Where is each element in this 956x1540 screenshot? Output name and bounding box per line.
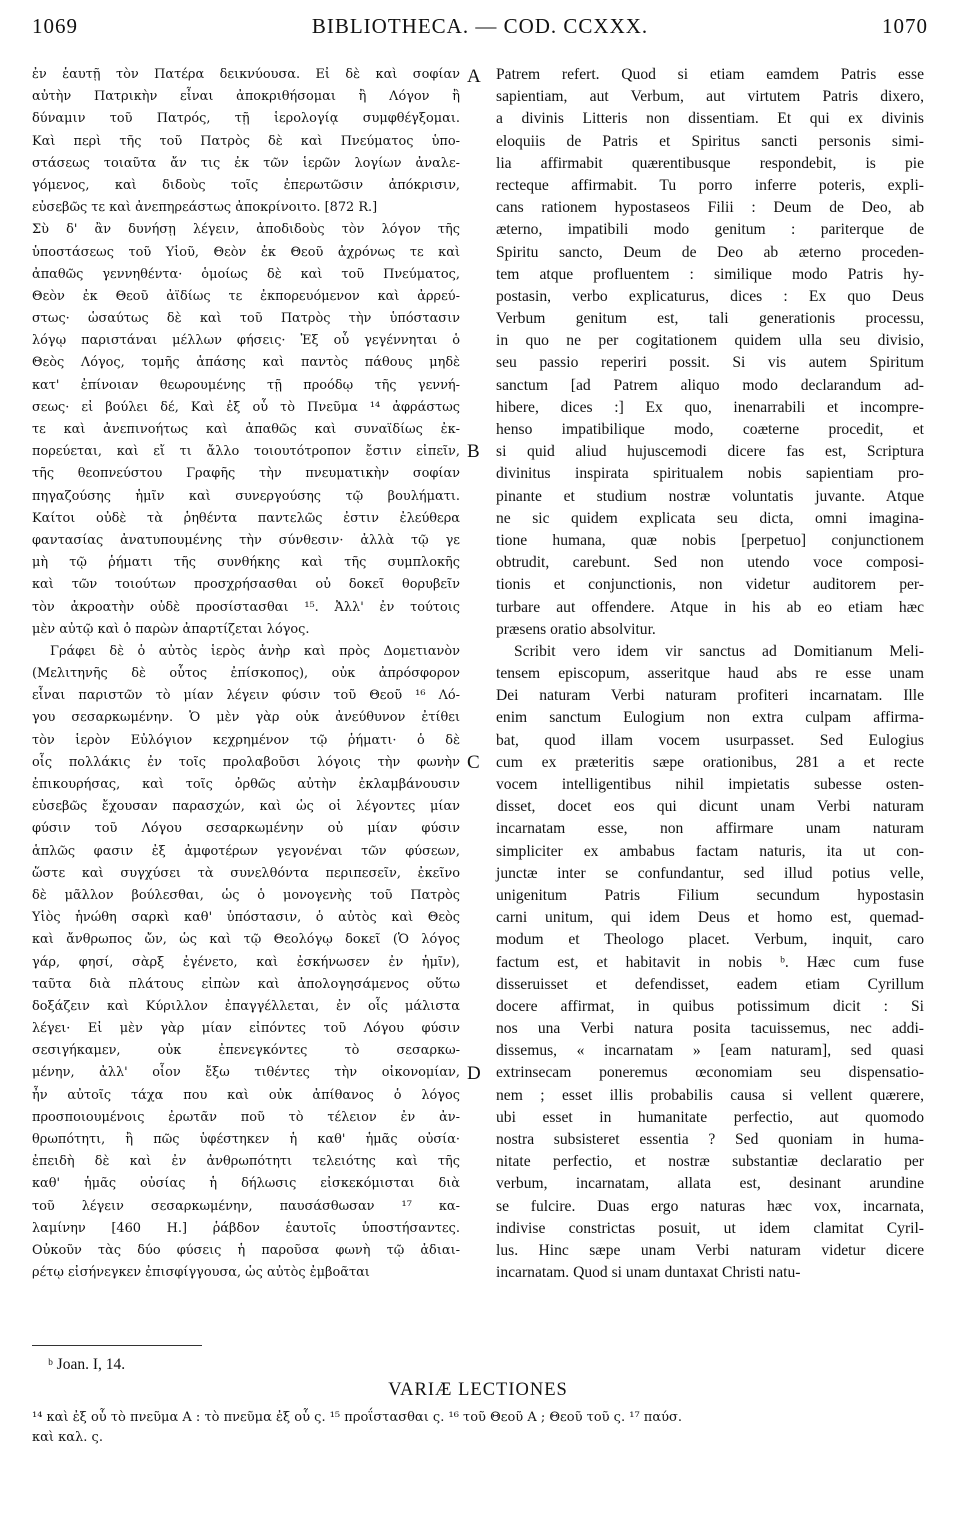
text-line: αὐτὴν Πατρικὴν εἶναι ἀποκριθήσομαι ἢ Λόγον ἢ <box>32 89 460 105</box>
text-line: σεσιγήκαμεν, οὐκ ἐπενεγκόντες τὸ σεσαρκω- <box>32 1043 460 1059</box>
text-line: καθ' ἡμᾶς οὐσίας ἡ δήλωσις εἰσκεκόμισται διὰ <box>32 1176 460 1192</box>
text-line: Θεὸς Λόγος, τομῆς ἁπάσης καὶ παντὸς πάθους μηδὲ <box>32 355 460 371</box>
text-line: si quid aliud hujuscemodi dicere fas est, Scriptura <box>496 443 924 461</box>
text-line: incarnatam esse, non affirmare unam naturam <box>496 820 924 838</box>
text-line: tione humana, quæ nobis [perpetuo] conjunctionem <box>496 531 924 549</box>
text-line: Οὐκοῦν τὰς δύο φύσεις ἡ παροῦσα φωνὴ τῷ ἀδιαι- <box>32 1242 460 1258</box>
text-line: λόγῳ παριστάναι μέλλων φήσεις· Ἐξ οὗ γεγέννηται ὁ <box>32 333 460 349</box>
latin-column <box>496 64 924 1284</box>
text-line: Καὶ περὶ τῆς τοῦ Πατρὸς δὲ καὶ Πνεύματος ὑπο- <box>32 133 460 149</box>
text-line: Dei naturam Verbi naturam profiteri incarnatam. Ille <box>496 687 924 705</box>
text-line: γόμενος, καὶ διδοὺς τοῖς ἐπερωτῶσιν ἀπόκρισιν, <box>32 177 460 193</box>
running-title: BIBLIOTHECA. — COD. CCXXX. <box>311 14 649 38</box>
text-line: ἦν αὐτοῖς τάχα που καὶ οὐκ ἀπίθανος ὁ λόγος <box>32 1087 460 1103</box>
text-line: Υἱὸς ἡνώθη σαρκὶ καθ' ὑπόστασιν, ὁ αὐτὸς καὶ Θεὸς <box>32 910 460 926</box>
text-line: στως· ὡσαύτως δὲ καὶ τοῦ Πατρὸς τὴν ὑπόστασιν <box>32 311 460 327</box>
text-line: lia affirmabit quærentibusque respondebit, is pie <box>496 154 924 172</box>
text-line: ἁπλῶς φασιν ἐξ ἀμφοτέρων γεγονέναι τῶν φύσεων, <box>32 843 460 859</box>
text-line: hibere, dices :] Ex quo, inenarrabili et incompre- <box>496 398 924 416</box>
text-line: præsens oratio absolvitur. <box>496 620 656 638</box>
text-line: προσποιουμένοις ἐρωτᾶν ποῦ τὸ τέλειον ἐν ἀν- <box>32 1109 460 1125</box>
text-line: στάσεως τοιαῦτα ἄν τις ἐκ τῶν ἱερῶν λογίων ἀναλε- <box>32 155 460 171</box>
text-line: γου σεσαρκωμένην. Ὁ μὲν γὰρ οὐκ ἀνεύθυνον ἐτίθει <box>32 710 460 726</box>
text-line: docere affirmat, in quibus potissimum dicit : Si <box>496 997 924 1015</box>
text-line: Scribit vero idem vir sanctus ad Domitianum Meli- <box>514 642 924 660</box>
text-line: μένην, ἀλλ' οἷον ἔξω τιθέντες τὴν οἰκονομίαν, <box>32 1065 460 1081</box>
text-line: disset, docet eos qui dicunt unam Verbi naturam <box>496 798 924 816</box>
text-line: enim sanctum Eulogium non extra culpam affirma- <box>496 709 924 727</box>
text-line: Spiritu sancto, Deum de Deo ab æterno proceden- <box>496 243 924 261</box>
text-line: καὶ ἄνθρωπος ὤν, ὡς καὶ τῷ Θεολόγῳ δοκεῖ (Ὁ λόγος <box>32 932 460 948</box>
text-line: modum et Theologo placet. Verbum, inquit, caro <box>496 931 924 949</box>
text-line: ἐπικουρήσας, καὶ τοῖς ὀρθῶς αὐτὴν ἐκλαμβάνουσιν <box>32 777 460 792</box>
text-line: εὐσεβῶς ἔχουσαν παρασχών, καὶ ὡς οἱ λέγοντες μίαν <box>32 799 460 815</box>
text-line: σεως· εἰ βούλει δέ, Καὶ ἐξ οὗ τὸ Πνεῦμα ¹⁴ ἀφράστως <box>32 399 460 415</box>
page-number-left: 1069 <box>32 14 78 38</box>
text-line: nitate perfectio, et nostræ substantiæ declaratio per <box>496 1153 924 1171</box>
text-line: indivise constrictas posuit, ut idem clamitat Cyril- <box>496 1219 924 1237</box>
section-marker-c: C <box>467 752 480 773</box>
text-line: λέγει· Εἰ μὲν γὰρ μίαν εἰπόντες τοῦ Λόγου φύσιν <box>32 1021 460 1037</box>
text-line: cum ex præteritis sæpe orationibus, 281 a et recte <box>496 753 924 771</box>
section-marker-d: D <box>467 1063 481 1084</box>
text-line: Verbum genitum est, tali generationis processu, <box>496 310 924 328</box>
section-marker-b: B <box>467 441 480 462</box>
text-line: Patrem refert. Quod si etiam eamdem Patris esse <box>496 66 924 83</box>
text-line: pinante et studium nostræ voluntatis juvante. Atque <box>496 487 924 505</box>
text-line: recteque affirmabit. Tu porro inferre poteris, expli- <box>496 176 924 194</box>
text-line: nos una Verbi natura posita tacuissemus, nec addi- <box>496 1020 924 1038</box>
text-line: πηγαζούσης ἡμῖν καὶ συνεργούσης τῷ βουλήματι. <box>32 488 460 504</box>
text-line: postasin, verbo explicaturus, dices : Ex quo Deus <box>496 287 924 305</box>
text-line: θρωπότητι, ἢ πῶς ὑφέστηκεν ἡ καθ' ἡμᾶς οὐσία· <box>32 1132 460 1147</box>
text-line: se fulcire. Duas ergo naturas hæc vox, incarnata, <box>496 1197 924 1215</box>
footnote: ᵇ Joan. I, 14. <box>48 1356 126 1373</box>
text-line: carni unitum, qui idem Deus et homo est, quemad- <box>496 909 924 927</box>
text-line: ἀπαθῶς γεννηθέντα· ὁμοίως δὲ καὶ τοῦ Πνεύματος, <box>32 266 460 282</box>
text-line: dissemus, « incarnatam » [eam naturam], sed quasi <box>496 1042 924 1060</box>
variae-lectiones <box>32 1408 922 1448</box>
text-line: disseruisset et defendisset, eadem etiam Cyrillum <box>496 975 924 993</box>
text-line: Γράφει δὲ ὁ αὐτὸς ἱερὸς ἀνὴρ καὶ πρὸς Δομετιανὸν <box>50 643 460 659</box>
text-line: verbum, incarnatam, allata est, desinant arundine <box>496 1175 924 1193</box>
text-line: tionis et conjunctionis, non videtur auditorem per- <box>496 576 924 594</box>
text-line: ἐν ἑαυτῇ τὸν Πατέρα δεικνύουσα. Εἰ δὲ καὶ σοφίαν <box>32 67 460 82</box>
text-line: καὶ τῶν τοιούτων προσχρήσασθαι οὐ δοκεῖ θορυβεῖν <box>32 577 460 593</box>
text-line: vocem intelligentibus nihil impietatis subesse osten- <box>496 776 924 793</box>
text-line: unigenitum Patris Filium secundum hypostasin <box>496 886 924 904</box>
text-line: Καίτοι οὐδὲ τὰ ῥηθέντα παντελῶς ἐστιν ἐλεύθερα <box>32 510 460 526</box>
variae-line: καὶ καλ. ς. <box>32 1430 103 1445</box>
text-line: henso impatibilique modo, coæterne procedit, et <box>496 421 924 438</box>
text-line: ἐπειδὴ δὲ καὶ ἐν ἀνθρωπότητι τελειότης καὶ τῆς <box>32 1154 460 1170</box>
text-line: a divinis Litteris non dissentiam. Et qui ex divinis <box>496 110 924 128</box>
variae-lectiones-heading: VARIÆ LECTIONES <box>388 1380 568 1400</box>
text-line: divinitus inspirata spiritualem nobis sapientiam pro- <box>496 465 924 483</box>
text-line: δὲ μᾶλλον βούλεσθαι, ὡς ὁ μονογενὴς τοῦ Πατρὸς <box>32 887 460 903</box>
text-line: φαντασίας ἀνατυπουμένης τὴν σύνθεσιν· ἀλλὰ τῷ γε <box>32 532 460 548</box>
section-marker-a: A <box>467 66 481 87</box>
text-line: ὥστε καὶ συγχύσει τὰ συνελθόντα περιπεσεῖν, ἐκεῖνο <box>32 865 460 881</box>
text-line: extrinsecam poneremus œconomiam seu dispensatio- <box>496 1064 924 1082</box>
text-line: ὑποστάσεως τοῦ Υἱοῦ, Θεὸν ἐκ Θεοῦ ἀχρόνως τε καὶ <box>32 244 460 260</box>
text-line: οἷς πολλάκις ἐν τοῖς προλαβοῦσι λόγοις τὴν φωνὴν <box>32 754 460 770</box>
text-line: lus. Hinc sæpe unam Verbi naturam videtur dicere <box>496 1241 924 1259</box>
text-line: ταῦτα διὰ πλάτους εἰπὼν καὶ ἀπολογησάμενος οὕτω <box>32 976 460 992</box>
text-line: obtrudit, carebunt. Sed non utendo voce composi- <box>496 554 924 572</box>
text-line: in quo ne per cogitationem quidem ulla seu divisio, <box>496 332 924 350</box>
text-line: τὸν ἱερὸν Εὐλόγιον κεχρημένον τῷ ῥήματι· ὁ δὲ <box>32 732 460 748</box>
text-line: factum est, et habitavit in nobis ᵇ. Hæc cum fuse <box>496 953 924 971</box>
running-head <box>32 14 928 44</box>
text-line: nem ; esset illis probabilis causa si vellent quærere, <box>496 1086 924 1104</box>
text-line: κατ' ἐπίνοιαν θεωρουμένης τῇ προόδῳ τῆς γεννή- <box>32 377 460 393</box>
text-line: ρέτῳ εἰσήνεγκεν ἐπισφίγγουσα, ὡς αὐτὸς ἐμβοᾶται <box>32 1265 370 1281</box>
text-line: δύναμιν τοῦ Πατρός, τῇ ἱερολογίᾳ συμφθέγξομαι. <box>32 111 460 127</box>
text-line: τοῦ λέγειν σεσαρκωμένην, παυσάσθωσαν ¹⁷ κα- <box>32 1198 460 1214</box>
footnote-rule <box>32 1345 202 1346</box>
text-line: τε καὶ ἀνεπινοήτως καὶ ἀπαθῶς καὶ συναϊδίως ἐκ- <box>32 422 460 437</box>
text-line: incarnatam. Quod si unam duntaxat Christi natu- <box>496 1264 801 1282</box>
text-line: Θεὸν ἐκ Θεοῦ ἀϊδίως τε ἐκπορευόμενον καὶ ἀρρεύ- <box>32 288 460 304</box>
text-line: φύσιν τοῦ Λόγου σεσαρκωμένην οὐ μίαν φύσιν <box>32 821 460 837</box>
text-line: εὐσεβῶς τε καὶ ἀνεπηρεάστως ἀποκρίνοιτο. [872 R.] <box>32 200 378 216</box>
text-line: sanctum [ad Patrem aliquo modo declarandum ad- <box>496 376 924 394</box>
text-line: τῆς θεοπνεύστου Γραφῆς τὴν πνευματικὴν σοφίαν <box>32 466 460 482</box>
text-line: ubi esset in humanitate perfectio, aut quomodo <box>496 1108 924 1126</box>
text-line: μὴ τῷ ῥήματι τῆς συνθήκης καὶ τῆς συμπλοκῆς <box>32 555 460 571</box>
text-line: λαμίνην [460 H.] ῥάβδον ἑαυτοῖς ὑποστήσαντες. <box>32 1220 460 1236</box>
text-line: γάρ, φησί, σὰρξ ἐγένετο, καὶ ἐσκήνωσεν ἐν ἡμῖν), <box>32 954 460 970</box>
greek-column <box>32 64 460 1284</box>
text-line: nostra subsisteret essentia ? Sed quoniam in huma- <box>496 1131 924 1148</box>
text-line: εἶναι παριστῶν τὸ μίαν λέγειν φύσιν τοῦ Θεοῦ ¹⁶ Λό- <box>32 688 460 704</box>
text-line: bat, quod illam vocem usurpasset. Sed Eulogius <box>496 731 924 749</box>
text-line: tensem episcopum, asseritque haud abs re esse unam <box>496 665 924 683</box>
text-line: μὲν αὐτῷ καὶ ὁ παρὼν ἀπαρτίζεται λόγος. <box>32 621 310 637</box>
page-number-right: 1070 <box>882 14 928 38</box>
text-line: æterno, impatibili modo genitum : pariterque de <box>496 221 924 239</box>
text-line: πορεύεται, καὶ εἴ τι ἄλλο τοιουτότροπον ἔστιν εἰπεῖν, <box>32 444 460 460</box>
text-line: simpliciter ex ambabus factam naturis, ita ut con- <box>496 842 924 860</box>
text-line: turbare aut offendere. Atque in his ab eo etiam hæc <box>496 598 924 616</box>
text-line: sapientiam, aut Verbum, aut virtutem Patris dixero, <box>496 88 924 106</box>
text-line: ne sic quidem explicata seu dicta, omni imagina- <box>496 509 924 527</box>
text-line: (Μελιτηνῆς δὲ οὗτος ἐπίσκοπος), οὐκ ἀπρόσφορον <box>32 666 460 682</box>
text-line: tem atque profluentem : similique modo Patris hy- <box>496 265 924 283</box>
text-line: Σὺ δ' ἂν δυνήσῃ λέγειν, ἀποδιδοὺς τὸν λόγον τῆς <box>32 222 460 238</box>
text-line: δοξάζειν καὶ Κύριλλον ἐπαγγέλλεται, ἐν οἷς μάλιστα <box>32 998 460 1014</box>
text-line: junctæ inter se confundantur, sed illud potius velle, <box>496 864 924 882</box>
text-line: seu passio reperiri possit. Si vis autem Spiritum <box>496 354 924 372</box>
text-line: eloquiis de Patris et Spiritus sancti personis simi- <box>496 132 924 150</box>
text-line: τὸν ἀκροατὴν οὐδὲ προσίστασθαι ¹⁵. Ἀλλ' ἐν τούτοις <box>32 599 460 615</box>
variae-line: ¹⁴ καὶ ἐξ οὗ τὸ πνεῦμα A : τὸ πνεῦμα ἐξ οὗ ς. ¹⁵ προΐστασθαι ς. ¹⁶ τοῦ Θεοῦ A ; Θεοῦ τοῦ ς. ¹⁷ παύσ. <box>32 1410 683 1425</box>
text-line: cans rationem hypostaseos Filii : Deum de Deo, ab <box>496 199 924 217</box>
